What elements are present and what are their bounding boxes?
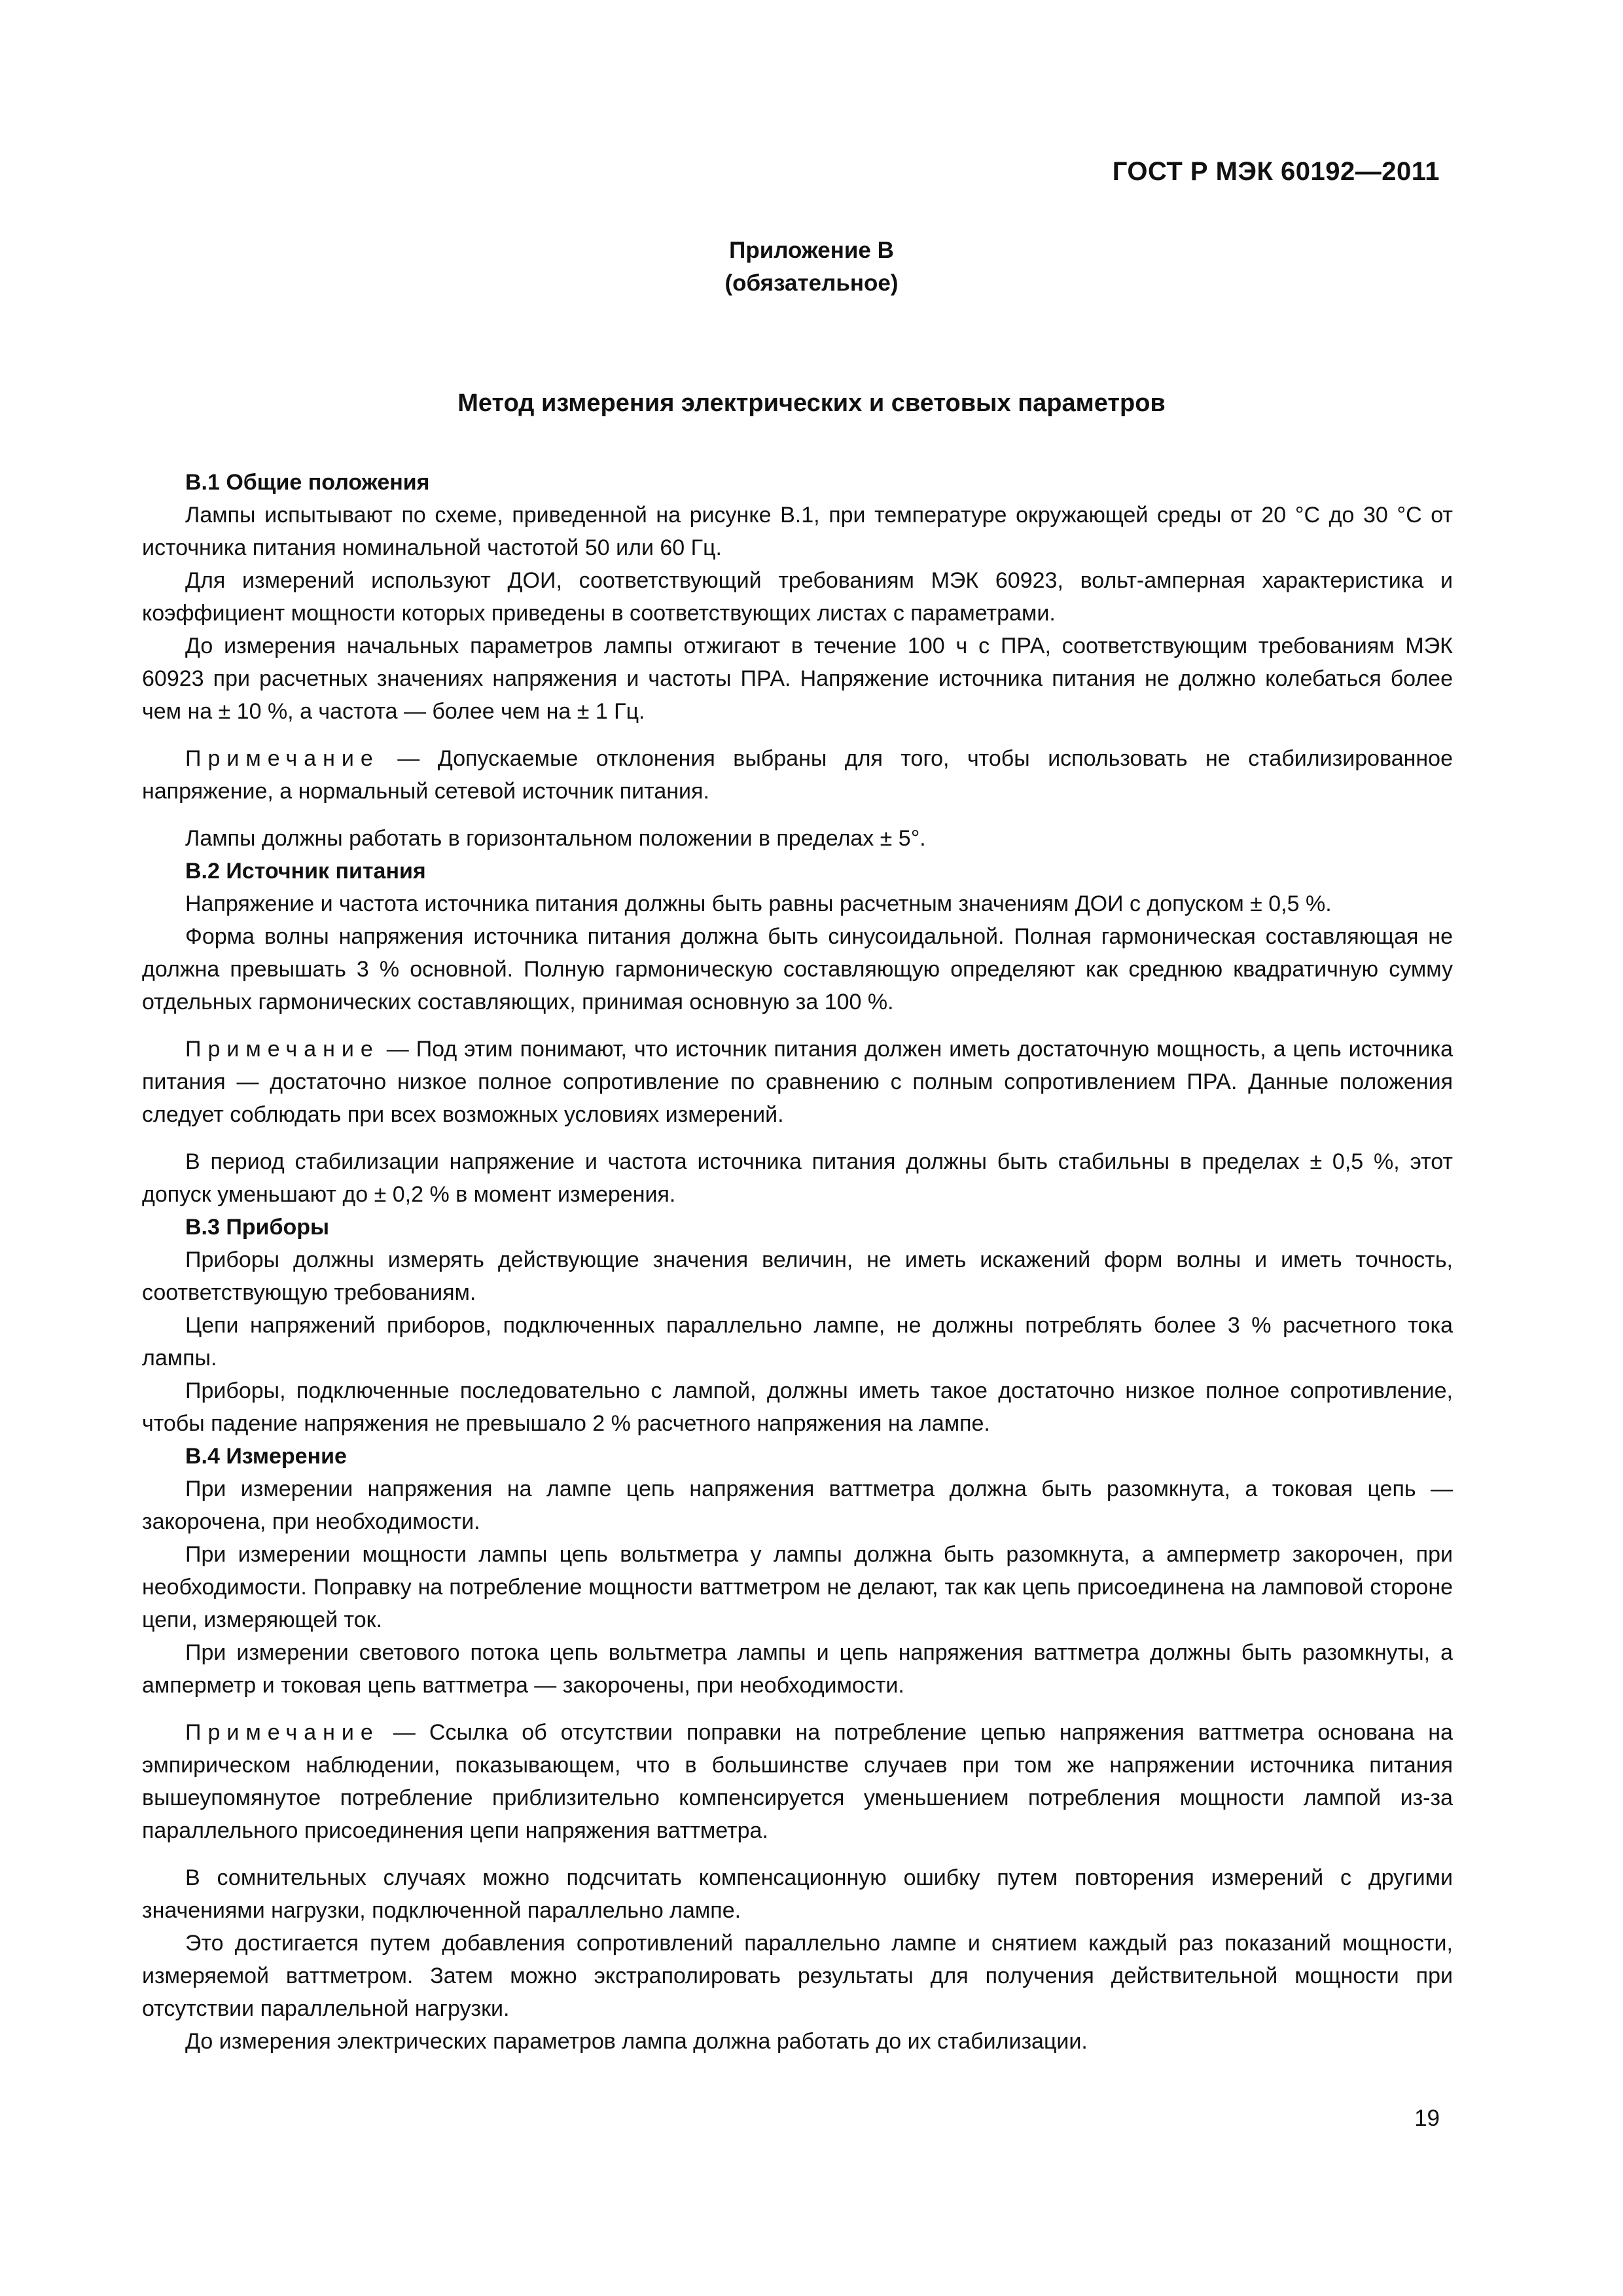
paragraph: Для измерений используют ДОИ, соответствующий требованиям МЭК 60923, вольт-амперная характеристика и коэффициент мощности которых приведены в соответствующих листах с параметрами.: [142, 568, 1453, 626]
paragraph: Цепи напряжений приборов, подключенных параллельно лампе, не должны потреблять более 3 % расчетного тока лампы.: [142, 1313, 1453, 1371]
paragraph: До измерения электрических параметров лампа должна работать до их стабилизации.: [185, 2029, 1088, 2054]
annex-heading: [0, 234, 1623, 300]
paragraph: Напряжение и частота источника питания должны быть равны расчетным значениям ДОИ с допуском ± 0,5 %.: [185, 891, 1332, 916]
paragraph: При измерении напряжения на лампе цепь напряжения ваттметра должна быть разомкнута, а токовая цепь — закорочена, при необходимости.: [142, 1477, 1453, 1534]
paragraph: Форма волны напряжения источника питания должна быть синусоидальной. Полная гармоническая составляющая не должна превышать 3 % основной. Полную гармоническую составляющую определяют как среднюю квадратичную сумму отдельных гармонических составляющих, принимая основную за 100 %.: [142, 924, 1453, 1014]
note-label: Примечание: [185, 746, 380, 771]
paragraph: Лампы должны работать в горизонтальном положении в пределах ± 5°.: [185, 826, 926, 851]
annex-title: Приложение В: [729, 238, 894, 263]
annex-status: (обязательное): [724, 270, 899, 296]
paragraph: В период стабилизации напряжение и частота источника питания должны быть стабильны в пределах ± 0,5 %, этот допуск уменьшают до ± 0,2 % в момент измерения.: [142, 1149, 1453, 1207]
note-text: — Под этим понимают, что источник питания должен иметь достаточную мощность, а цепь источника питания — достаточно низкое полное сопротивление по сравнению с полным сопротивлением ПРА. Данные положения следует соблюдать при всех возможных условиях измерений.: [142, 1037, 1453, 1127]
paragraph: Лампы испытывают по схеме, приведенной на рисунке В.1, при температуре окружающей среды от 20 °С до 30 °С от источника питания номинальной частотой 50 или 60 Гц.: [142, 503, 1453, 560]
heading-b1: В.1 Общие положения: [185, 470, 430, 495]
paragraph: Приборы должны измерять действующие значения величин, не иметь искажений форм волны и иметь точность, соответствующую требованиям.: [142, 1247, 1453, 1305]
note: [142, 742, 1453, 808]
document-id-header: ГОСТ Р МЭК 60192—2011: [1112, 157, 1440, 186]
section-title: Метод измерения электрических и световых параметров: [457, 389, 1166, 417]
heading-b3: В.3 Приборы: [185, 1215, 330, 1240]
note: [142, 1716, 1453, 1847]
paragraph: Приборы, подключенные последовательно с лампой, должны иметь такое достаточно низкое полное сопротивление, чтобы падение напряжения не превышало 2 % расчетного напряжения на лампе.: [142, 1378, 1453, 1436]
note-text: — Допускаемые отклонения выбраны для того, чтобы использовать не стабилизированное напряжение, а нормальный сетевой источник питания.: [142, 746, 1453, 804]
note-label: Примечание: [185, 1720, 380, 1745]
document-body: [142, 466, 1453, 2058]
note: [142, 1033, 1453, 1131]
heading-b4: В.4 Измерение: [185, 1444, 347, 1469]
page-number: 19: [1414, 2106, 1440, 2131]
heading-b2: В.2 Источник питания: [185, 859, 426, 884]
paragraph: До измерения начальных параметров лампы отжигают в течение 100 ч с ПРА, соответствующим требованиям МЭК 60923 при расчетных значениях напряжения и частоты ПРА. Напряжение источника питания не должно колебаться более чем на ± 10 %, а частота — более чем на ± 1 Гц.: [142, 634, 1453, 724]
paragraph: При измерении светового потока цепь вольтметра лампы и цепь напряжения ваттметра должны быть разомкнуты, а амперметр и токовая цепь ваттметра — закорочены, при необходимости.: [142, 1640, 1453, 1698]
paragraph: Это достигается путем добавления сопротивлений параллельно лампе и снятием каждый раз показаний мощности, измеряемой ваттметром. Затем можно экстраполировать результаты для получения действительной мощности при отсутствии параллельной нагрузки.: [142, 1931, 1453, 2021]
paragraph: В сомнительных случаях можно подсчитать компенсационную ошибку путем повторения измерений с другими значениями нагрузки, подключенной параллельно лампе.: [142, 1865, 1453, 1923]
note-text: — Ссылка об отсутствии поправки на потребление цепью напряжения ваттметра основана на эмпирическом наблюдении, показывающем, что в большинстве случаев при том же напряжении источника питания вышеупомянутое потребление приблизительно компенсируется уменьшением потребления мощности лампой из-за параллельного присоединения цепи напряжения ваттметра.: [142, 1720, 1453, 1843]
paragraph: При измерении мощности лампы цепь вольтметра у лампы должна быть разомкнута, а амперметр закорочен, при необходимости. Поправку на потребление мощности ваттметром не делают, так как цепь присоединена на ламповой стороне цепи, измеряющей ток.: [142, 1542, 1453, 1632]
note-label: Примечание: [185, 1037, 380, 1062]
